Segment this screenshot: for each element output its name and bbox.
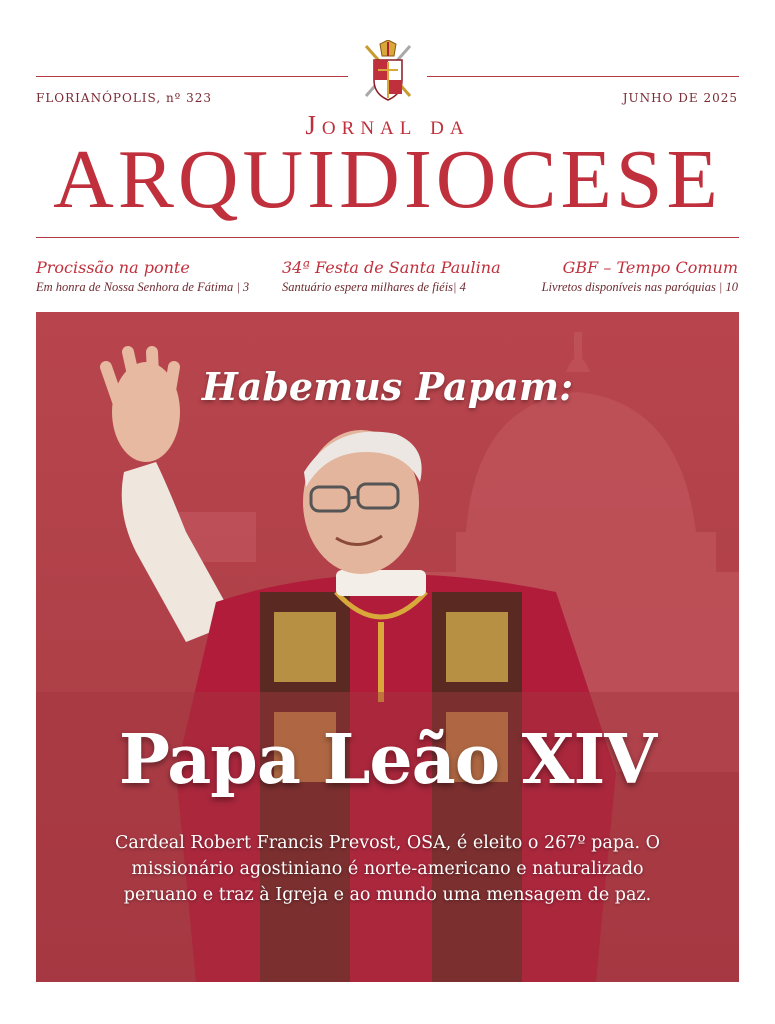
teaser-title: GBF – Tempo Comum (562, 258, 738, 277)
cover-headline: Papa Leão XIV (118, 720, 657, 800)
archdiocese-coat-of-arms-icon (360, 40, 416, 102)
masthead-jornal-da: Jornal da (305, 110, 470, 140)
cover-lede: Cardeal Robert Francis Prevost, OSA, é eleito o 267º papa. O missionário agostiniano é norte-americano e naturalizado peruano e traz à Igreja e ao mundo uma mensagem de paz. (115, 833, 660, 905)
masthead-bottom-rule (36, 237, 739, 238)
teaser-subtitle: Santuário espera milhares de fiéis| 4 (282, 280, 466, 294)
teaser-subtitle: Livretos disponíveis nas paróquias | 10 (541, 280, 738, 294)
issue-date: JUNHO DE 2025 (622, 91, 738, 105)
cover-story[interactable] (36, 312, 739, 982)
masthead-arquidiocese: ARQUIDIOCESE (53, 133, 722, 226)
cover-kicker: Habemus Papam: (201, 364, 574, 409)
teaser-subtitle: Em honra de Nossa Senhora de Fátima | 3 (36, 280, 250, 294)
header-rule-right (427, 76, 739, 77)
teaser-festa-santa-paulina[interactable] (282, 258, 522, 295)
teaser-procissao[interactable] (36, 258, 276, 295)
teaser-title: 34ª Festa de Santa Paulina (282, 258, 501, 277)
teaser-gbf-tempo-comum[interactable] (498, 258, 738, 295)
header-rule-left (36, 76, 348, 77)
teaser-title: Procissão na ponte (36, 258, 190, 277)
issue-location-number: FLORIANÓPOLIS, nº 323 (36, 91, 213, 105)
